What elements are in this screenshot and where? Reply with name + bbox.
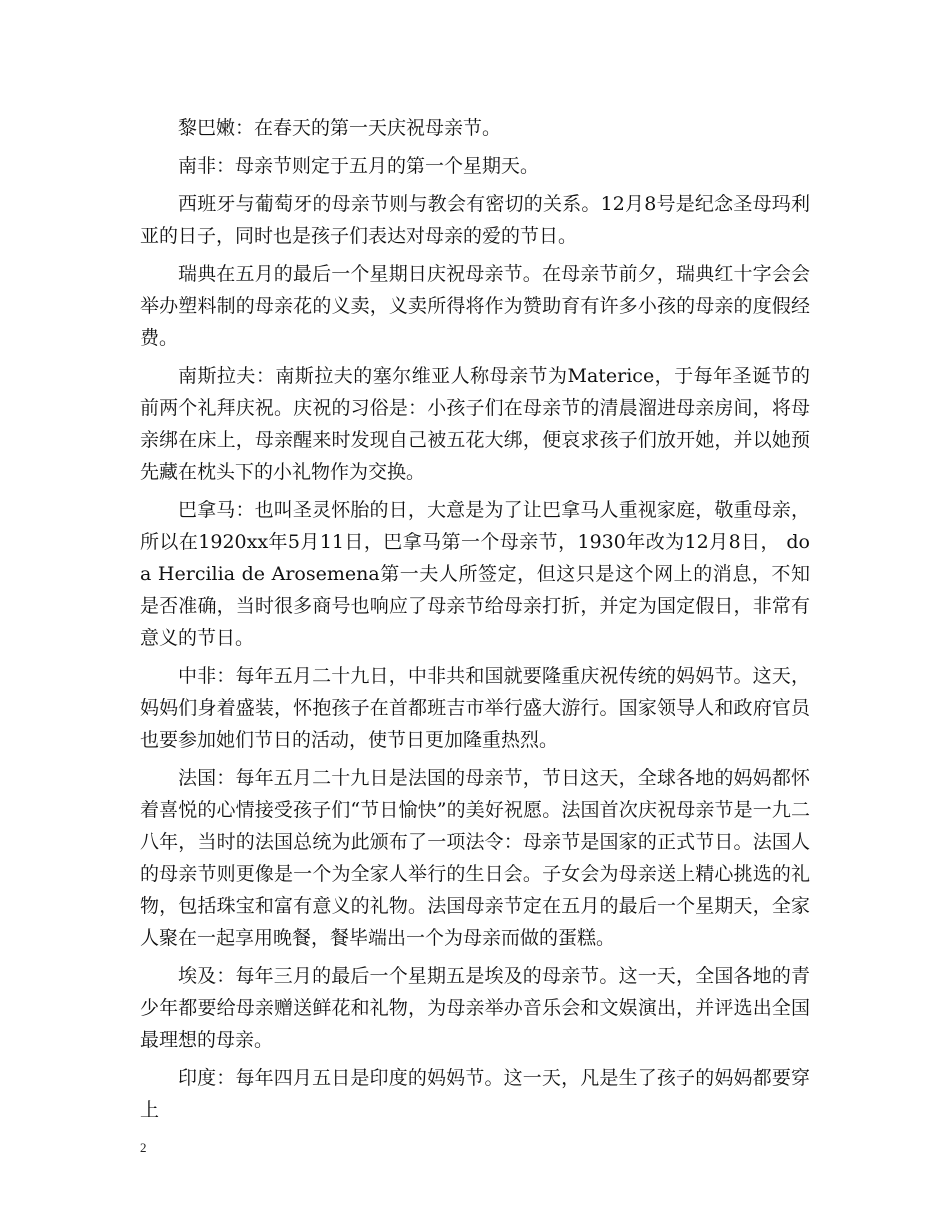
paragraph-yugoslavia: 南斯拉夫：南斯拉夫的塞尔维亚人称母亲节为Materice，于每年圣诞节的前两个礼拜庆祝。庆祝的习俗是：小孩子们在母亲节的清晨溜进母亲房间，将母亲绑在床上，母亲醒来时发现自己被五花大绑，便哀求孩子们放开她，并以她预先藏在枕头下的小礼物作为交换。 [140, 365, 810, 483]
paragraph-panama: 巴拿马：也叫圣灵怀胎的日，大意是为了让巴拿马人重视家庭，敬重母亲，所以在1920xx年5月11日，巴拿马第一个母亲节，1930年改为12月8日， do a Hercilia de Arosemena第一夫人所签定，但这只是这个网上的消息，不知是否准确，当时很多商号也响应了母亲节给母亲打折，并定为国定假日，非常有意义的节日。 [140, 499, 810, 649]
paragraph-central-africa: 中非：每年五月二十九日，中非共和国就要隆重庆祝传统的妈妈节。这天，妈妈们身着盛装，怀抱孩子在首都班吉市举行盛大游行。国家领导人和政府官员也要参加她们节日的活动，使节日更加隆重热烈。 [140, 665, 810, 751]
paragraph-lebanon: 黎巴嫩：在春天的第一天庆祝母亲节。 [178, 117, 502, 139]
page-number: 2 [140, 1140, 147, 1155]
document-body [140, 112, 810, 1132]
paragraph-france: 法国：每年五月二十九日是法国的母亲节，节日这天，全球各地的妈妈都怀着喜悦的心情接受孩子们“节日愉快”的美好祝愿。法国首次庆祝母亲节是一九二八年，当时的法国总统为此颁布了一项法令：母亲节是国家的正式节日。法国人的母亲节则更像是一个为全家人举行的生日会。子女会为母亲送上精心挑选的礼物，包括珠宝和富有意义的礼物。法国母亲节定在五月的最后一个星期天，全家人聚在一起享用晚餐，餐毕端出一个为母亲而做的蛋糕。 [140, 767, 810, 949]
paragraph-sweden: 瑞典在五月的最后一个星期日庆祝母亲节。在母亲节前夕，瑞典红十字会会举办塑料制的母亲花的义卖，义卖所得将作为赞助育有许多小孩的母亲的度假经费。 [140, 263, 810, 349]
paragraph-south-africa: 南非：母亲节则定于五月的第一个星期天。 [178, 155, 540, 177]
paragraph-india: 印度：每年四月五日是印度的妈妈节。这一天，凡是生了孩子的妈妈都要穿上 [140, 1067, 810, 1121]
paragraph-spain-portugal: 西班牙与葡萄牙的母亲节则与教会有密切的关系。12月8号是纪念圣母玛利亚的日子，同时也是孩子们表达对母亲的爱的节日。 [140, 193, 810, 247]
paragraph-egypt: 埃及：每年三月的最后一个星期五是埃及的母亲节。这一天，全国各地的青少年都要给母亲赠送鲜花和礼物，为母亲举办音乐会和文娱演出，并评选出全国最理想的母亲。 [140, 965, 810, 1051]
